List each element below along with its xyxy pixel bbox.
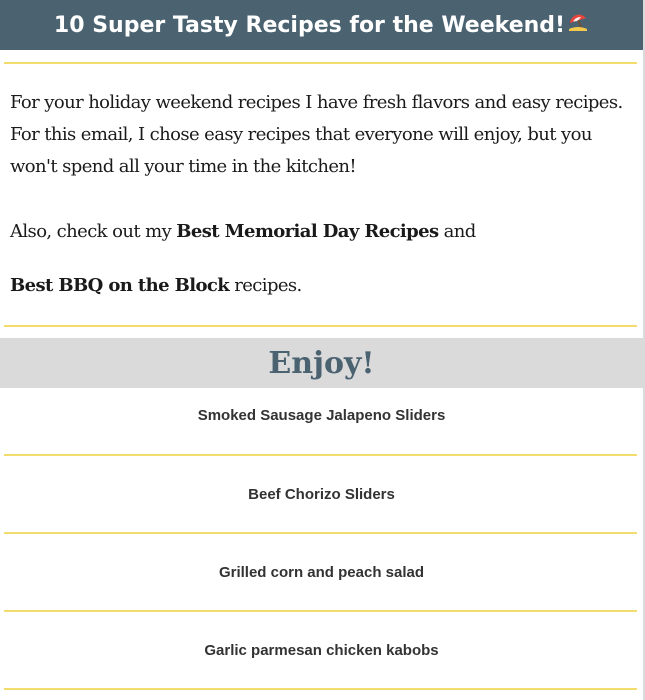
divider-line: [4, 325, 637, 327]
divider-line: [4, 454, 637, 456]
recipe-link-3[interactable]: Grilled corn and peach salad: [218, 564, 425, 581]
page-title: 10 Super Tasty Recipes for the Weekend!: [53, 12, 566, 38]
bbq-paragraph: [10, 271, 630, 301]
bbq-on-the-block-link[interactable]: Best BBQ on the Block: [10, 275, 230, 296]
recipe-link-1[interactable]: Smoked Sausage Jalapeno Sliders: [197, 407, 446, 424]
recipe-link-2[interactable]: Beef Chorizo Sliders: [248, 486, 395, 503]
divider-line: [4, 62, 637, 64]
divider-line: [4, 688, 637, 690]
divider-line: [4, 610, 637, 612]
enjoy-heading: Enjoy!: [268, 345, 375, 381]
enjoy-band: [0, 338, 643, 388]
recipe-link-4[interactable]: Garlic parmesan chicken kabobs: [204, 642, 439, 659]
memorial-day-recipes-link[interactable]: Best Memorial Day Recipes: [176, 221, 439, 242]
divider-line: [4, 532, 637, 534]
also-suffix: and: [438, 221, 476, 242]
intro-paragraph: For your holiday weekend recipes I have fresh flavors and easy recipes. For this email, I chose easy recipes that everyone will enjoy, but you won't spend all your time in the kitchen!: [10, 92, 623, 177]
beach-umbrella-icon: [567, 10, 589, 37]
also-paragraph: [10, 217, 630, 247]
bbq-suffix: recipes.: [229, 275, 302, 296]
header-bar: [0, 0, 643, 50]
also-prefix: Also, check out my: [10, 221, 177, 242]
